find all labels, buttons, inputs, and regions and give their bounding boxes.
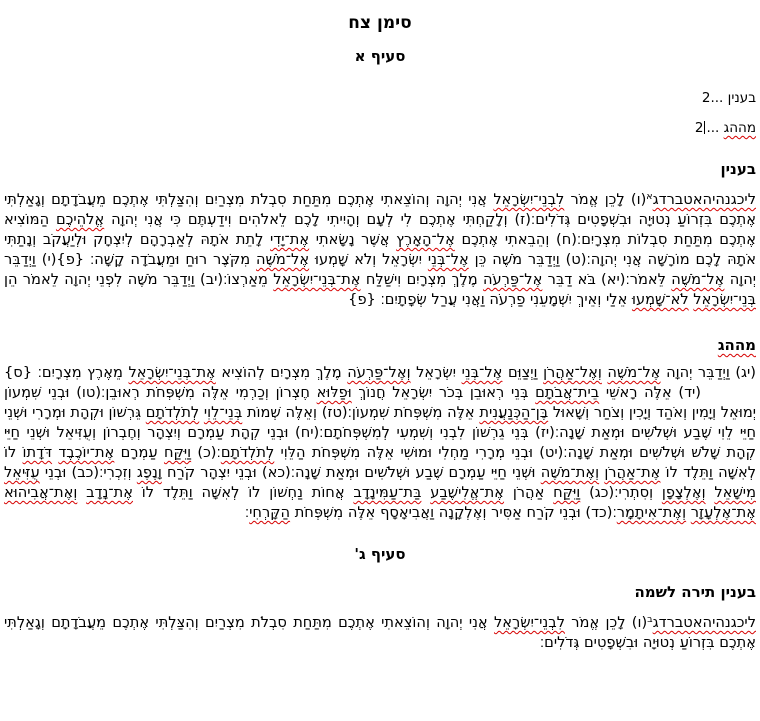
misspelled-text-run: אֶל־מֹשֶׁה xyxy=(607,364,661,381)
misspelled-text-run: אֶל־בְּנֵי xyxy=(427,251,469,268)
text-run: אֲנִי יְהוָה וְהוֹצֵאתִי אֶתְכֶם מִתַּחַת סִבְלֹת מִצְרַיִם וְהִצַּלְתִּי xyxy=(149,614,494,631)
misspelled-text-run: ליכגנהיהאטברדג xyxy=(652,614,756,631)
misspelled-text-run: אֶת־אֶלְעָזָר xyxy=(690,504,756,521)
misspelled-text-run: אֶל־בְּנֵי xyxy=(461,364,503,381)
misspelled-text-run: בֵית־אֲבֹתָם xyxy=(535,384,600,401)
text-run: בְּנֵי רְאוּבֵן בְּכֹר יִשְׂרָאֵל חֲנוֹךְ xyxy=(351,384,536,401)
text-run: מֶלֶךְ מִצְרָיִם לְהוֹצִיא xyxy=(215,364,348,381)
text-run: יִשְׂרָאֵל וְלֹא שָׁמְעוּ xyxy=(309,251,428,268)
section-heading-torah-lishmah[interactable]: בענין תירה לשמה xyxy=(634,583,756,601)
text-run: לוֹ לְאִשָּׁה וַתֵּלֶד לוֹ xyxy=(4,444,757,481)
misspelled-text-run: וְאֶת־מֹשֶׁה xyxy=(540,464,600,481)
text-run: (יד) אֵלֶּה רָאשֵׁי xyxy=(599,384,702,401)
text-run: אֲשֶׁר נָשָׂאתִי xyxy=(309,231,397,248)
text-run xyxy=(421,484,430,501)
misspelled-text-run: וַיִּקַּח xyxy=(163,444,192,461)
bible-text-paragraph-2[interactable] xyxy=(4,363,756,523)
text-run xyxy=(77,484,86,501)
misspelled-text-run: לֹא־שָׁמְעוּ xyxy=(631,291,689,308)
misspelled-text-run: דֹּדָתוֹ xyxy=(22,444,53,461)
text-run: עַמְרָם xyxy=(114,444,164,461)
text-run: מֵעֲבֹדָתָם וְגָאַלְתִּי אֶתְכֶם בִּזְרוֹעַ נְטוּיָה וּבִשְׁפָטִים גְּדֹלִים׃ xyxy=(4,614,756,651)
toc-entry-label: בענין xyxy=(727,90,756,106)
document-title: סימן צח xyxy=(348,13,412,33)
text-run: אֶתְכֶם xyxy=(112,614,150,631)
text-run: יִשְׂרָאֵל xyxy=(410,364,462,381)
misspelled-text-run: וְאֶת־אֲבִיהוּא xyxy=(4,484,78,501)
toc-page-number: 2 xyxy=(694,120,704,136)
misspelled-text-run: אֶל־הָאָרֶץ xyxy=(396,231,455,248)
misspelled-text-run: בְּנֵי־יִשְׂרָאֵל xyxy=(693,291,756,308)
toc-leader-dots: ... xyxy=(706,120,720,136)
misspelled-text-run: לִבְנֵי־יִשְׂרָאֵל xyxy=(494,614,565,631)
misspelled-text-run: לִבְנֵי־יִשְׂרָאֵל xyxy=(493,191,565,208)
text-run: וְסִתְרִי׃(כג) xyxy=(580,484,662,501)
misspelled-text-run: בַּת־עַמִּינָדָב xyxy=(353,484,422,501)
toc-leader-dots: ... xyxy=(710,90,724,106)
table-of-contents xyxy=(4,83,756,143)
misspelled-text-run: אֶת־יָדִי xyxy=(270,231,310,248)
text-run: גֵּרְשׁוֹן וּקְהָת וּמְרָרִי וּשְׁנֵי חַיֵּי לֵוִי שֶׁבַע וּשְׁלֹשִׁים וּמְאַת שָׁנָה׃(יז) בְּנֵי גֵרְשׁוֹן לִבְנִי וְשִׁמְעִי לְמִשְׁפְּחֹתָם׃(יח) וּבְנֵי קְהָת עַמְרָם וְיִצְהָר וְחֶבְרוֹן וְעֻזִּיאֵל וּשְׁנֵי חַיֵּי קְהָת שָׁלֹשׁ וּשְׁלֹשִׁים וּמְאַת שָׁנָה׃(יט) וּבְנֵי מְרָרִי מַחְלִי וּמוּשִׁי אֵלֶּה מִשְׁפְּחֹת הַלֵּוִי xyxy=(4,404,756,461)
section-a-title: סעיף א xyxy=(354,47,406,65)
text-run: מֶלֶךְ מִצְרָיִם וִישַׁלַּח xyxy=(360,271,483,288)
misspelled-text-run: בְּנֵי־לֵוִי xyxy=(203,404,243,421)
text-run: מִקֹּצֶר רוּחַ וּמֵעֲבֹדָה קָשָׁה׃ {פ}(י) וַיְדַבֵּר יְהוָה xyxy=(4,251,756,288)
misspelled-text-run: אֶת־יוֹכֶבֶד xyxy=(58,444,115,461)
misspelled-text-run: אֱלֹהֵיכֶם xyxy=(55,211,105,228)
misspelled-text-run: אֶת־אֱלִישֶׁבַע xyxy=(430,484,505,501)
text-run: וּשְׁנֵי חַיֵּי עַמְרָם שֶׁבַע וּשְׁלֹשִׁים וּמְאַת שָׁנָה׃(כא) וּבְנֵי יִצְהָר קֹרַח xyxy=(161,464,541,481)
misspelled-text-run: אֶת־נָדָב xyxy=(86,484,133,501)
footnote-marker: א xyxy=(646,191,653,202)
misspelled-text-run: וָנֶפֶג xyxy=(136,464,162,481)
text-run: מֵאַרְצוֹ׃(יב) וַיְדַבֵּר מֹשֶׁה לִפְנֵי יְהוָה לֵאמֹר הֵן xyxy=(4,271,274,288)
text-run: לֵּאמֹר׃(יא) בֹּא דַבֵּר xyxy=(542,271,672,288)
misspelled-text-run: וְאֶל־אַהֲרֹן xyxy=(543,364,602,381)
misspelled-text-run: אֶת־אַהֲרֹן xyxy=(604,464,661,481)
misspelled-text-run: אֶת־בְּנֵי־יִשְׂרָאֵל xyxy=(273,271,361,288)
text-run: (ו) לָכֵן אֱמֹר xyxy=(565,614,648,631)
text-run: וַיְצַוֵּם xyxy=(502,364,544,381)
misspelled-text-run: וְאֶל־פַּרְעֹה xyxy=(347,364,411,381)
toc-entry-label: מההג xyxy=(723,120,756,136)
misspelled-text-run: וּפַלּוּא xyxy=(316,384,352,401)
footnote-marker: ב xyxy=(647,614,653,625)
text-run: אֲחוֹת נַחְשׁוֹן לוֹ לְאִשָּׁה וַתֵּלֶד לוֹ xyxy=(132,484,354,501)
misspelled-text-run: וְאֶלְצָפָן xyxy=(661,484,706,501)
misspelled-text-run: וַיִּקַּח xyxy=(553,484,581,501)
misspelled-text-run: עֻזִּיאֵל xyxy=(4,464,40,481)
text-run: (ו) לָכֵן אֱמֹר xyxy=(564,191,647,208)
section-heading-benyan[interactable]: בענין xyxy=(720,160,756,178)
misspelled-text-run: מִישָׁאֵל xyxy=(714,484,756,501)
text-run: אַהֲרֹן xyxy=(504,484,554,501)
misspelled-text-run: ליכגנהיהאטברדג xyxy=(652,191,756,208)
misspelled-text-run: אֶל־מֹשֶׁה xyxy=(671,271,725,288)
text-run: ׃(כ) xyxy=(191,444,221,461)
text-run: ׃(כד) וּבְנֵי קֹרַח אַסִּיר וְאֶלְקָנָה וַאֲבִיאָסָף אֵלֶּה מִשְׁפְּחֹת xyxy=(290,504,617,521)
toc-page-number: 2 xyxy=(701,90,711,106)
bible-text-paragraph-3[interactable] xyxy=(4,610,756,653)
text-run: ׃ xyxy=(244,504,250,521)
text-run: חֶצְרוֹן וְכַרְמִי אֵלֶּה מִשְׁפְּחֹת רְאוּבֵן׃(טו) וּבְנֵי שִׁמְעוֹן יְמוּאֵל וְיָמִין וְאֹהַד וְיָכִין וְצֹחַר וְשָׁאוּל xyxy=(4,384,757,421)
misspelled-text-run: לְתֹלְדֹתָם xyxy=(220,444,275,461)
text-run: אֲנִי יְהוָה וְהוֹצֵאתִי אֶתְכֶם מִתַּחַת סִבְלֹת מִצְרַיִם וְהִצַּלְתִּי אֶתְכֶם מֵעֲבֹדָתָם וְגָאַלְתִּי אֶתְכֶם בִּזְרוֹעַ נְטוּיָה וּבִשְׁפָטִים גְּדֹלִים׃(ז) וְלָקַחְתִּי אֶתְכֶם לִי לְעָם וְהָיִיתִי לָכֶם לֵאלֹהִים וִידַעְתֶּם כִּי אֲנִי יְהוָה xyxy=(4,191,756,228)
misspelled-text-run: בֶּן־הַכְּנַעֲנִית xyxy=(479,404,549,421)
misspelled-text-run: אֶל־פַּרְעֹה xyxy=(482,271,543,288)
toc-entry[interactable] xyxy=(4,83,756,113)
text-run: לָתֵת אֹתָהּ לְאַבְרָהָם לְיִצְחָק וּלְיַעֲקֹב וְנָתַתִּי אֹתָהּ לָכֶם מוֹרָשָׁה אֲנִי יְהוָה׃(ט) וַיְדַבֵּר מֹשֶׁה כֵּן xyxy=(4,231,757,268)
section-g-title: סעיף ג' xyxy=(354,545,406,563)
misspelled-text-run: הַקָּרְחִי xyxy=(249,504,291,521)
text-run: הַמּוֹצִיא אֶתְכֶם מִתַּחַת סִבְלוֹת מִצְרָיִם׃(ח) וְהֵבֵאתִי אֶתְכֶם xyxy=(4,211,757,248)
misspelled-text-run: וְאֶת־אִיתָמָר xyxy=(616,504,687,521)
misspelled-text-run: לְתֹלְדֹתָם xyxy=(145,404,200,421)
section-heading-mehag[interactable]: מההג xyxy=(717,336,756,354)
text-run: (יג) וַיְדַבֵּר יְהוָה xyxy=(660,364,756,381)
bible-text-paragraph-1[interactable] xyxy=(4,187,756,310)
misspelled-text-run: אֶל־מֹשֶׁה xyxy=(256,251,310,268)
text-run: מֵאֶרֶץ מִצְרָיִם׃ {ס} xyxy=(4,364,129,381)
text-run: אֵלַי וְאֵיךְ יִשְׁמָעֵנִי פַרְעֹה וַאֲנִי עֲרַל שְׂפָתָיִם׃ {פ} xyxy=(348,291,632,308)
misspelled-text-run: אֶת־בְּנֵי־יִשְׂרָאֵל xyxy=(128,364,216,381)
text-run: אֵלֶּה מִשְׁפְּחֹת שִׁמְעוֹן׃(טז) וְאֵלֶּה שְׁמוֹת xyxy=(242,404,480,421)
toc-entry[interactable] xyxy=(4,113,756,143)
text-run: וְזִכְרִי׃(כב) וּבְנֵי xyxy=(39,464,137,481)
